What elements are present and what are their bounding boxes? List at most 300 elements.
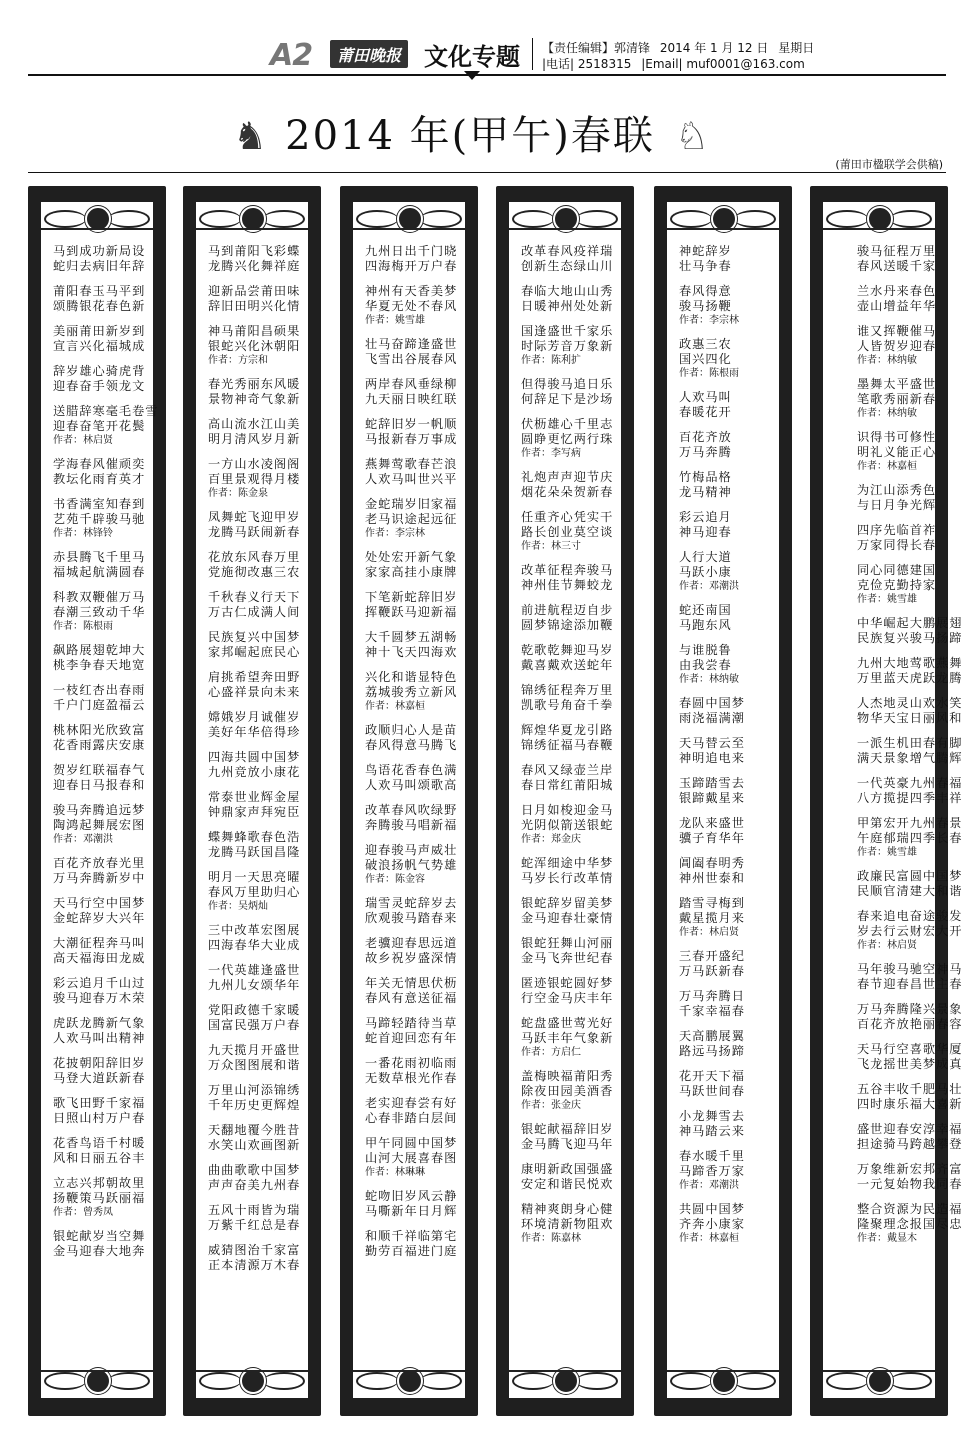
couplet-line: 隆聚理念报国尽忠 <box>857 1217 963 1231</box>
couplet-list <box>857 244 963 1388</box>
couplet-line: 一番花雨初临雨 <box>365 1056 458 1070</box>
couplet-author: 作者：陈嘉林 <box>521 1233 581 1244</box>
scroll-paper <box>509 202 621 1398</box>
couplet-line: 百花齐放艳丽春容 <box>857 1017 963 1031</box>
couplet-line: 钟鼎家声拜宛臣 <box>208 805 301 819</box>
couplet-line: 蝶舞蜂歌春色浩 <box>208 830 301 844</box>
couplet-line: 高山流水江山美 <box>208 417 301 431</box>
scroll-paper <box>353 202 465 1398</box>
couplet-line: 万马跃新春 <box>679 964 745 978</box>
couplet-line: 老马识途起远征 <box>365 512 458 526</box>
couplet-line: 国兴四化 <box>679 352 732 366</box>
couplet-line: 人欢马叫 <box>679 390 732 404</box>
couplet-line: 天马替云至 <box>679 736 745 750</box>
couplet <box>53 723 145 753</box>
couplet <box>208 1083 300 1113</box>
couplet-line: 一派生机田春有脚 <box>857 736 963 750</box>
couplet <box>679 643 771 686</box>
couplet <box>679 337 771 380</box>
couplet-line: 五风十雨皆为瑞 <box>208 1203 301 1217</box>
couplet-line: 金马迎春大地奔 <box>53 1244 146 1258</box>
couplet <box>208 377 300 407</box>
scroll-paper <box>196 202 308 1398</box>
couplet-line: 莆阳春玉马平到 <box>53 284 146 298</box>
couplet <box>365 1136 457 1179</box>
couplet <box>365 337 457 367</box>
couplet-line: 学海春风催顽奕 <box>53 457 146 471</box>
couplet <box>208 1123 300 1153</box>
scroll-column <box>183 186 321 1416</box>
couplet-line: 光阴似箭送银蛇 <box>521 818 614 832</box>
couplet-author: 作者：陈金容 <box>365 874 425 885</box>
couplet <box>857 736 963 766</box>
couplet-line: 四时康乐福大喜新 <box>857 1097 963 1111</box>
couplet <box>857 523 949 553</box>
couplet-line: 由我尝春 <box>679 658 732 672</box>
horse-icon: ♞ <box>232 114 268 158</box>
couplet-line: 银蹄戴星来 <box>679 791 745 805</box>
couplet <box>365 936 457 966</box>
couplet-line: 神州佳节舞蛟龙 <box>521 578 614 592</box>
couplet <box>365 976 457 1006</box>
couplet-author: 作者：郑金庆 <box>521 834 581 845</box>
couplet-line: 立志兴邦朝故里 <box>53 1176 146 1190</box>
couplet-line: 万紫千红总是春 <box>208 1218 301 1232</box>
couplet <box>521 936 613 966</box>
couplet-line: 春风得意 <box>679 284 732 298</box>
couplet <box>679 949 771 979</box>
couplet-line: 龙马精神 <box>679 485 732 499</box>
couplet-line: 锦绣征福马春鞭 <box>521 738 614 752</box>
couplet-line: 民族复兴骏马扬蹄 <box>857 631 963 645</box>
couplet-line: 九州大地莺歌燕舞 <box>857 656 963 670</box>
couplet <box>53 497 145 540</box>
couplet <box>208 284 300 314</box>
couplet-line: 陶鸿起舞展宏图 <box>53 818 146 832</box>
couplet-line: 故乡祝岁盛深情 <box>365 951 458 965</box>
couplet-line: 蛇辞旧岁一帆顺 <box>365 417 458 431</box>
couplet-line: 甲第宏开九州春景 <box>857 816 963 830</box>
couplet <box>679 284 771 327</box>
couplet-author: 作者：邓潮洪 <box>679 1180 739 1191</box>
couplet-line: 飞雪出谷展春风 <box>365 352 458 366</box>
couplet <box>521 510 613 553</box>
couplet-line: 物华天宝日丽风和 <box>857 711 963 725</box>
couplet-line: 下笔新蛇辞旧岁 <box>365 590 458 604</box>
couplet-line: 竹梅品格 <box>679 470 732 484</box>
couplet-line: 彩云追月 <box>679 510 732 524</box>
couplet-author: 作者：林启贤 <box>53 435 113 446</box>
couplet-line: 识得书可修性 <box>857 430 937 444</box>
scroll-column <box>654 186 792 1416</box>
couplet-line: 彩云追月千山过 <box>53 976 146 990</box>
couplet <box>679 1069 771 1099</box>
couplet-line: 龙腾马跃闹新春 <box>208 525 301 539</box>
couplet <box>679 244 771 274</box>
couplet-line: 整合资源为民造福 <box>857 1202 963 1216</box>
couplet <box>53 803 145 846</box>
couplet-line: 龙腾兴化舞祥庭 <box>208 259 301 273</box>
couplet-line: 万马奔腾新岁中 <box>53 871 146 885</box>
couplet-list <box>521 244 613 1388</box>
couplet-line: 一代英豪九州春福 <box>857 776 963 790</box>
couplet-line: 神州有天香美梦 <box>365 284 458 298</box>
couplet <box>53 1096 145 1126</box>
scroll-ornament <box>823 202 935 232</box>
couplet-line: 春暖花开 <box>679 405 732 419</box>
couplet-line: 骏马征程万里 <box>857 244 937 258</box>
couplet-line: 凯歌号角奋千拳 <box>521 698 614 712</box>
couplet-line: 老骥迎春思远道 <box>365 936 458 950</box>
couplet-line: 凤舞蛇飞迎甲岁 <box>208 510 301 524</box>
couplet <box>857 284 949 314</box>
couplet <box>679 816 771 846</box>
couplet-line: 辞岁雄心骑虎背 <box>53 364 146 378</box>
couplet-line: 午庭郁瑞四季长春 <box>857 831 963 845</box>
couplet-line: 人欢马叫出精神 <box>53 1031 146 1045</box>
couplet-line: 五谷丰收千肥马壮 <box>857 1082 963 1096</box>
couplet-author: 作者：林纳敏 <box>679 674 739 685</box>
couplet <box>857 909 963 952</box>
couplet-line: 人皆贺岁迎春 <box>857 339 937 353</box>
couplet-line: 威猜图治千家富 <box>208 1243 301 1257</box>
couplet-author: 作者：林纳敏 <box>857 355 917 366</box>
couplet <box>365 763 457 793</box>
couplet-line: 政顺归心人是苗 <box>365 723 458 737</box>
couplet <box>53 976 145 1006</box>
couplet-line: 谁又挥鞭催马 <box>857 324 937 338</box>
couplet-line: 金马腾飞迎马年 <box>521 1137 614 1151</box>
couplet-line: 党阳政德千家暖 <box>208 1003 301 1017</box>
horse-icon: ♘ <box>674 114 710 158</box>
couplet-line: 路远马扬蹄 <box>679 1044 745 1058</box>
couplet <box>53 324 145 354</box>
couplet-line: 马岁长行改革情 <box>521 871 614 885</box>
couplet <box>208 1043 300 1073</box>
couplet-line: 蛇浑细途中华梦 <box>521 856 614 870</box>
couplet <box>521 976 613 1006</box>
couplet-line: 嫦娥岁月诚催岁 <box>208 710 301 724</box>
scroll-paper <box>41 202 159 1398</box>
couplet <box>53 457 145 487</box>
couplet-line: 四海春华大业成 <box>208 938 301 952</box>
couplet-line: 百花齐放 <box>679 430 732 444</box>
couplet <box>365 1056 457 1086</box>
couplet-line: 马到莆阳飞彩蝶 <box>208 244 301 258</box>
title-area <box>0 108 977 164</box>
couplet-line: 壶山增益年华 <box>857 299 937 313</box>
couplet-line: 春潮三致动千华 <box>53 605 146 619</box>
couplet-line: 骏马迎春万木荣 <box>53 991 146 1005</box>
couplet-line: 时际芳音万象新 <box>521 339 614 353</box>
couplet <box>857 1042 963 1072</box>
couplet-line: 兴化和谐显特色 <box>365 670 458 684</box>
couplet-line: 民族复兴中国梦 <box>208 630 301 644</box>
couplet <box>365 497 457 540</box>
couplet <box>857 430 949 473</box>
couplet <box>208 963 300 993</box>
couplet-line: 小龙舞雪去 <box>679 1109 745 1123</box>
couplet-line: 春日常红莆阳城 <box>521 778 614 792</box>
couplet-line: 马报新春万事成 <box>365 432 458 446</box>
couplet <box>208 550 300 580</box>
couplet <box>208 590 300 620</box>
couplet-line: 春风万里助归心 <box>208 885 301 899</box>
couplet-line: 匿迹银蛇圆好梦 <box>521 976 614 990</box>
title-rule <box>28 172 946 173</box>
couplet-line: 歌飞田野千家福 <box>53 1096 146 1110</box>
couplet <box>365 896 457 926</box>
couplet <box>208 510 300 540</box>
couplet <box>679 1109 771 1139</box>
couplet-line: 书香满室知春到 <box>53 497 146 511</box>
couplet <box>365 377 457 407</box>
couplet-line: 银蛇献福辞旧岁 <box>521 1122 614 1136</box>
couplet <box>208 630 300 660</box>
couplet-line: 教坛化雨育英才 <box>53 472 146 486</box>
couplet <box>208 1243 300 1273</box>
couplet-line: 骏马扬鞭 <box>679 299 732 313</box>
couplet <box>365 284 457 327</box>
couplet-line: 春风送暖千家 <box>857 259 937 273</box>
scroll-ornament <box>509 202 621 232</box>
scroll-ornament <box>667 202 779 232</box>
couplet-line: 科教双鞭催万马 <box>53 590 146 604</box>
couplet-line: 九州儿女颂华年 <box>208 978 301 992</box>
masthead <box>270 38 830 78</box>
couplet-line: 宣言兴化福城成 <box>53 339 146 353</box>
couplet-line: 一元复始物我同春 <box>857 1177 963 1191</box>
couplet-author: 作者：林启贤 <box>679 927 739 938</box>
couplet-line: 大潮征程奔马叫 <box>53 936 146 950</box>
couplet <box>365 723 457 753</box>
couplet-line: 马登大道跃新春 <box>53 1071 146 1085</box>
couplet-author: 作者：张金庆 <box>521 1100 581 1111</box>
couplet-line: 迎春奋笔开花鬓 <box>53 419 146 433</box>
couplet-line: 蛇归去病旧年辞 <box>53 259 146 273</box>
couplet-list <box>679 244 771 1388</box>
couplet-line: 美丽莆田新岁到 <box>53 324 146 338</box>
couplet <box>857 483 949 513</box>
couplet-line: 神马踏云来 <box>679 1124 745 1138</box>
couplet-line: 神十飞天四海欢 <box>365 645 458 659</box>
couplet-line: 飙路展翅乾坤大 <box>53 643 146 657</box>
couplet-line: 银蛇狂舞山河丽 <box>521 936 614 950</box>
couplet-line: 家家高挂小康牌 <box>365 565 458 579</box>
couplet-line: 戴喜戴欢送蛇年 <box>521 658 614 672</box>
couplet <box>679 550 771 593</box>
couplet <box>521 763 613 793</box>
couplet <box>208 1003 300 1033</box>
couplet <box>53 856 145 886</box>
couplet-line: 春风有意送征福 <box>365 991 458 1005</box>
couplet-line: 春风又绿壶兰岸 <box>521 763 614 777</box>
couplet-line: 民顺官清建大和谐 <box>857 884 963 898</box>
couplet-author: 作者：林嘉桓 <box>857 461 917 472</box>
couplet-line: 九天揽月开盛世 <box>208 1043 301 1057</box>
couplet-line: 迎春日马报春和 <box>53 778 146 792</box>
couplet-line: 迎新品尝莆田味 <box>208 284 301 298</box>
section-title: 文化专题 <box>412 38 533 70</box>
couplet-line: 风和日丽五谷丰 <box>53 1151 146 1165</box>
couplet-line: 马到成功新局设 <box>53 244 146 258</box>
couplet-line: 迎春骏马声威壮 <box>365 843 458 857</box>
couplet-line: 人行大道 <box>679 550 732 564</box>
couplet-line: 肩挑希望奔田野 <box>208 670 301 684</box>
couplet-line: 壮马奋蹄逢盛世 <box>365 337 458 351</box>
couplet-line: 天马行空喜歌华厦 <box>857 1042 963 1056</box>
couplet <box>208 457 300 500</box>
couplet-line: 一枝红杏出春雨 <box>53 683 146 697</box>
couplet-line: 锦绣征程奔万里 <box>521 683 614 697</box>
couplet <box>857 1202 963 1245</box>
couplet-line: 神蛇辞岁 <box>679 244 732 258</box>
couplet-line: 共圆中国梦 <box>679 1202 745 1216</box>
couplet-line: 虎跃龙腾新气象 <box>53 1016 146 1030</box>
couplet <box>365 803 457 833</box>
couplet-line: 玉蹄踏雪去 <box>679 776 745 790</box>
couplet-line: 年关无情思伏枥 <box>365 976 458 990</box>
couplet-line: 景物神奇气象新 <box>208 392 301 406</box>
couplet <box>679 1029 771 1059</box>
couplet-author: 作者：吴炳灿 <box>208 901 268 912</box>
couplet <box>208 670 300 700</box>
couplet-line: 墨舞太平盛世 <box>857 377 937 391</box>
couplet <box>53 936 145 966</box>
couplet-line: 神州世泰和 <box>679 871 745 885</box>
couplet-line: 四海梅开万户春 <box>365 259 458 273</box>
couplet-line: 但得骏马追日乐 <box>521 377 614 391</box>
couplet-line: 蛇吻旧岁风云静 <box>365 1189 458 1203</box>
couplet-author: 作者：林锋铃 <box>53 528 113 539</box>
couplet-line: 福城起航满圆春 <box>53 565 146 579</box>
couplet-line: 万马奔腾隆兴景象 <box>857 1002 963 1016</box>
couplet-line: 除夜田园美酒香 <box>521 1084 614 1098</box>
couplet-line: 骏马奔腾追远梦 <box>53 803 146 817</box>
couplet <box>208 244 300 274</box>
couplet-line: 春水暖千里 <box>679 1149 745 1163</box>
couplet-line: 花开天下福 <box>679 1069 745 1083</box>
couplet <box>365 1189 457 1219</box>
couplet-line: 送腊辞寒毫毛卷雪 <box>53 404 159 418</box>
couplet <box>679 736 771 766</box>
couplet-line: 处处宏开新气象 <box>365 550 458 564</box>
couplet-line: 与日月争光辉 <box>857 498 937 512</box>
couplet-author: 作者：陈利扩 <box>521 355 581 366</box>
scroll-paper <box>667 202 779 1398</box>
couplet <box>857 616 963 646</box>
couplet <box>365 244 457 274</box>
couplet-line: 金蛇瑞岁旧家福 <box>365 497 458 511</box>
scroll-ornament <box>196 202 308 232</box>
couplet-line: 龙队来盛世 <box>679 816 745 830</box>
couplet <box>208 830 300 860</box>
couplet-line: 安定和谐民悦欢 <box>521 1177 614 1191</box>
couplet-line: 中华崛起大鹏展翅 <box>857 616 963 630</box>
scroll-column <box>810 186 963 1416</box>
couplet <box>521 563 613 593</box>
couplet <box>857 1162 963 1192</box>
couplet <box>521 643 613 673</box>
couplet-line: 奔腾骏马唱新福 <box>365 818 458 832</box>
couplet <box>365 457 457 487</box>
couplet <box>521 856 613 886</box>
couplet-line: 花放东风春万里 <box>208 550 301 564</box>
couplet-author: 作者：方宗和 <box>208 355 268 366</box>
couplet-line: 人欢马叫世兴平 <box>365 472 458 486</box>
couplet <box>857 244 949 274</box>
couplet-line: 万古仁成满人间 <box>208 605 301 619</box>
couplet-line: 百花齐放春光里 <box>53 856 146 870</box>
couplet-author: 作者：戴显木 <box>857 1233 917 1244</box>
couplet <box>53 643 145 673</box>
couplet-line: 曲曲歌歌中国梦 <box>208 1163 301 1177</box>
couplet-line: 马跃丰年气象新 <box>521 1031 614 1045</box>
couplet-line: 盖梅映福莆阳秀 <box>521 1069 614 1083</box>
couplet-line: 扬鞭策马跃丽福 <box>53 1191 146 1205</box>
couplet-line: 桃李争春天地宽 <box>53 658 146 672</box>
couplet-line: 神马迎春 <box>679 525 732 539</box>
couplet-list <box>208 244 300 1388</box>
couplet <box>365 417 457 447</box>
couplet-line: 天高鹏展翼 <box>679 1029 745 1043</box>
couplet <box>53 896 145 926</box>
couplet-line: 乾歌乾舞迎马岁 <box>521 643 614 657</box>
couplet-line: 鸟语花香春色满 <box>365 763 458 777</box>
couplet <box>53 590 145 633</box>
couplet <box>521 417 613 460</box>
couplet-line: 圆梦锦途添加鞭 <box>521 618 614 632</box>
couplet-line: 政惠三农 <box>679 337 732 351</box>
couplet-line: 金马飞奔世纪春 <box>521 951 614 965</box>
couplet-line: 国逢盛世千家乐 <box>521 324 614 338</box>
couplet-line: 康明新政国强盛 <box>521 1162 614 1176</box>
couplet <box>365 843 457 886</box>
couplet <box>365 630 457 660</box>
couplet <box>521 377 613 407</box>
couplet-line: 破浪扬帆气势雄 <box>365 858 458 872</box>
couplet-line: 高天福海田龙威 <box>53 951 146 965</box>
couplet <box>208 923 300 953</box>
couplet-author: 作者：林琳琳 <box>365 1167 425 1178</box>
couplet-line: 挥鞭跃马迎新福 <box>365 605 458 619</box>
couplet-line: 飞龙摇世美梦成真 <box>857 1057 963 1071</box>
couplet-line: 万里山河添锦绣 <box>208 1083 301 1097</box>
couplet <box>53 550 145 580</box>
couplet-author: 作者：姚雪雄 <box>365 315 425 326</box>
couplet-line: 明月一天思亮曜 <box>208 870 301 884</box>
couplet-line: 三中改革宏图展 <box>208 923 301 937</box>
couplet <box>521 1069 613 1112</box>
couplet-line: 踏雪寻梅到 <box>679 896 745 910</box>
couplet <box>53 364 145 394</box>
couplet <box>857 377 949 420</box>
couplet-line: 美好年华倍得珍 <box>208 725 301 739</box>
scroll-column <box>340 186 478 1416</box>
couplet <box>521 1016 613 1059</box>
couplet <box>365 1016 457 1046</box>
paper-logo: 莆田晚报 <box>330 40 408 68</box>
couplet-line: 神马莆阳昌硕果 <box>208 324 301 338</box>
couplet-line: 正本清源万木春 <box>208 1258 301 1272</box>
couplet <box>208 790 300 820</box>
couplet-line: 同心同德建国 <box>857 563 937 577</box>
couplet <box>365 670 457 713</box>
couplet <box>365 550 457 580</box>
couplet-line: 岁去行云财宏大开 <box>857 924 963 938</box>
couplet-line: 人欢马叫颂歌高 <box>365 778 458 792</box>
couplet-author: 作者：方启仁 <box>521 1047 581 1058</box>
